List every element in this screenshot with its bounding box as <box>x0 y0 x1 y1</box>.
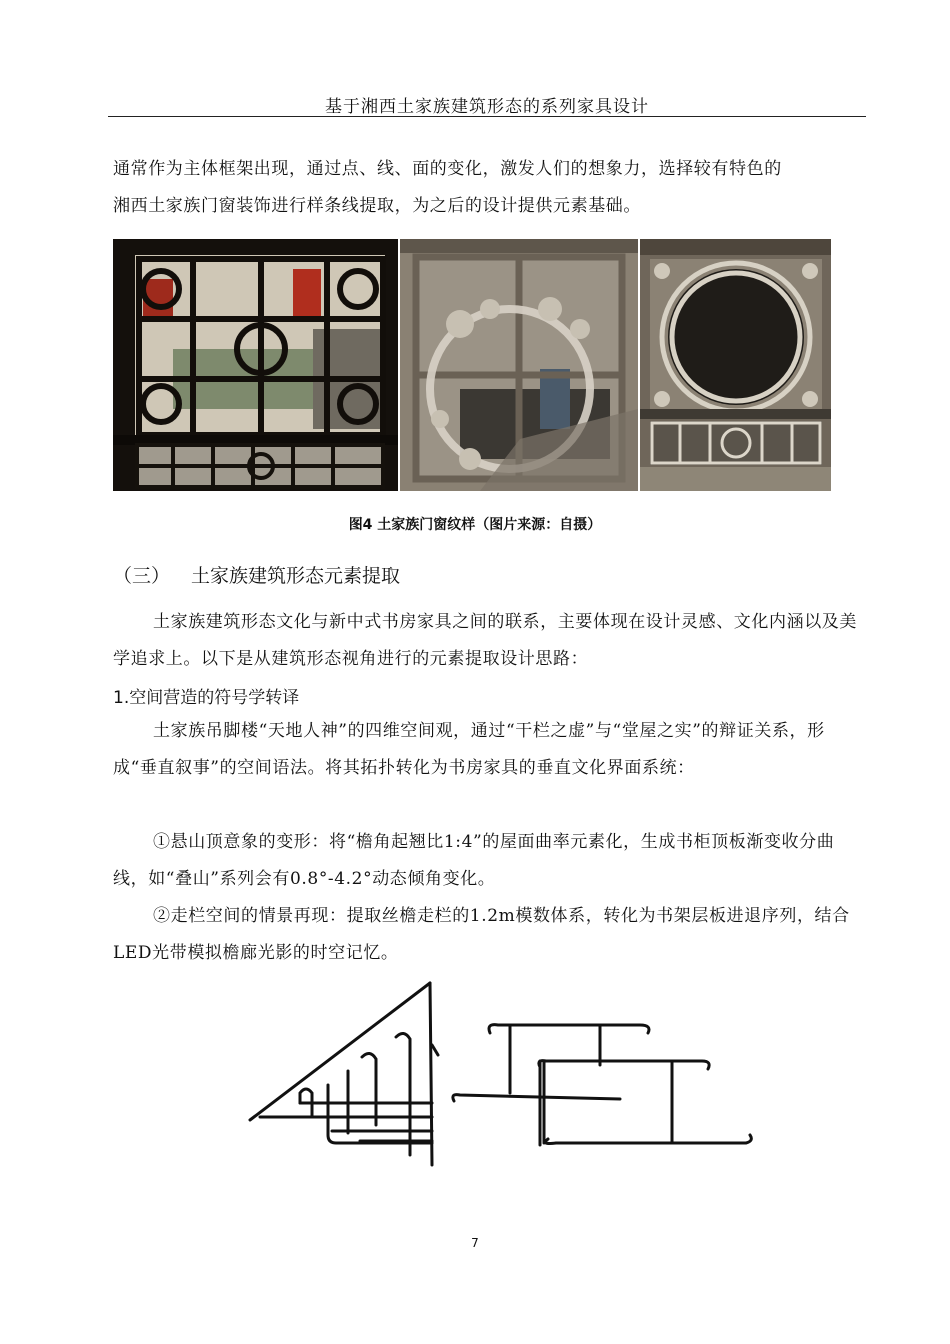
intro-line-1: 通常作为主体框架出现，通过点、线、面的变化，激发人们的想象力，选择较有特色的 <box>113 159 782 179</box>
intro-line-2: 湘西土家族门窗装饰进行样条线提取，为之后的设计提供元素基础。 <box>113 196 641 216</box>
section-number: （三） <box>113 565 171 587</box>
window-lattice-photo <box>113 239 398 491</box>
page-number: 7 <box>471 1236 479 1250</box>
architecture-sketch <box>240 975 760 1179</box>
running-header: 基于湘西土家族建筑形态的系列家具设计 <box>325 97 649 117</box>
body-paragraph-3: ①悬山顶意象的变形：将“檐角起翘比1:4”的屋面曲率元素化，生成书柜顶板渐变收分曲线，如“叠山”系列会有0.8°-4.2°动态倾角变化。 <box>113 832 835 889</box>
body-paragraph-4: ②走栏空间的情景再现：提取丝檐走栏的1.2m模数体系，转化为书架层板进退序列，结合LED光带模拟檐廊光影的时空记忆。 <box>113 906 850 963</box>
section-heading <box>113 561 400 588</box>
figure-caption: 图4 土家族门窗纹样（图片来源：自摄） <box>348 517 602 533</box>
section-title: 土家族建筑形态元素提取 <box>191 565 401 587</box>
circular-window-frame-photo <box>640 239 831 491</box>
header-rule <box>108 116 866 117</box>
body-paragraph-1: 土家族建筑形态文化与新中式书房家具之间的联系，主要体现在设计灵感、文化内涵以及美学追求上。以下是从建筑形态视角进行的元素提取设计思路： <box>113 612 857 669</box>
body-paragraph-2: 土家族吊脚楼“天地人神”的四维空间观，通过“干栏之虚”与“堂屋之实”的辩证关系，形成“垂直叙事”的空间语法。将其拓扑转化为书房家具的垂直文化界面系统： <box>113 721 825 778</box>
subsection-heading: 1.空间营造的符号学转译 <box>113 688 300 708</box>
intro-paragraph <box>113 151 859 225</box>
carved-round-window-photo <box>400 239 638 491</box>
